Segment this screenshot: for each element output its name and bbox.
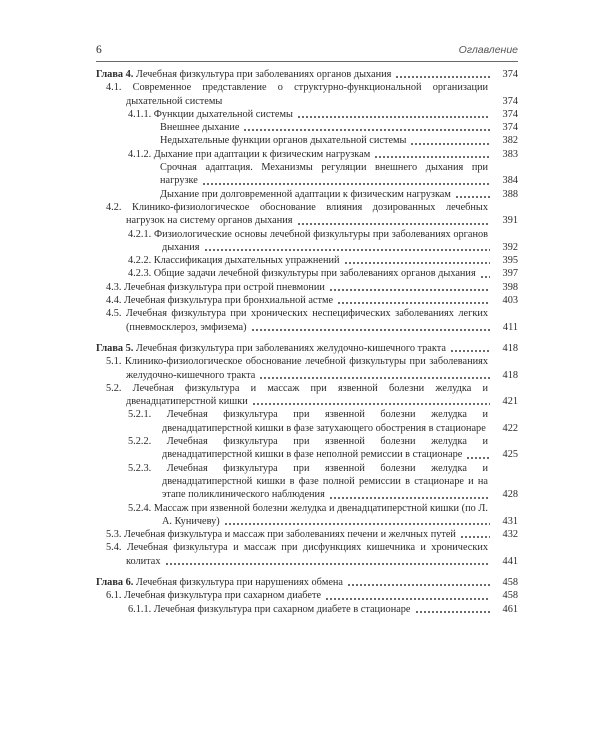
toc-entry	[96, 502, 518, 529]
chapter-label: Глава 6.	[96, 576, 134, 588]
entry-page-number: 374	[502, 95, 518, 107]
dot-leader	[243, 124, 490, 132]
entry-page-number: 458	[502, 576, 518, 588]
entry-title: Лечебная физкультура при заболеваниях желудочно-кишечного тракта	[135, 342, 446, 354]
entry-page-number: 383	[502, 148, 518, 160]
entry-title: 6.1. Лечебная физкультура при сахарном диабете	[106, 590, 322, 602]
entry-title: 5.2. Лечебная физкультура и массаж при язвенной болезни желудка и двенадцатиперстной кишки	[106, 382, 488, 408]
entry-title: Срочная адаптация. Механизмы регуляции внешнего дыхания при нагрузке	[160, 162, 488, 187]
toc-entry	[96, 108, 518, 121]
entry-page-number: 458	[502, 590, 518, 602]
dot-leader	[297, 111, 490, 119]
header-rule	[96, 61, 518, 62]
toc-entry	[96, 81, 518, 108]
entry-page-number: 398	[502, 281, 518, 293]
section-gap	[96, 334, 518, 342]
dot-leader	[337, 297, 490, 305]
entry-page-number: 421	[502, 396, 518, 408]
toc-entry	[96, 188, 518, 201]
toc-entry	[96, 408, 518, 435]
toc-entry	[96, 148, 518, 161]
chapter-label: Глава 5.	[96, 342, 134, 354]
entry-title: Дыхание при долговременной адаптации к физическим нагрузкам	[160, 188, 451, 200]
entry-title: 5.1. Клинико-физиологическое обоснование лечебной физкультуры при заболеваниях желудочно-кишечного тракта	[106, 356, 488, 381]
entry-title: 5.4. Лечебная физкультура и массаж при дисфункциях кишечника и хронических колитах	[106, 542, 488, 567]
entry-title: Недыхательные функции органов дыхательной системы	[160, 135, 407, 147]
entry-page-number: 431	[502, 515, 518, 527]
entry-page-number: 374	[502, 69, 518, 80]
entry-title: Лечебная физкультура при заболеваниях органов дыхания	[135, 69, 392, 80]
entry-title: Лечебная физкультура при нарушениях обмена	[135, 576, 343, 588]
toc-entry	[96, 603, 518, 616]
table-of-contents	[96, 68, 518, 616]
toc-entry	[96, 307, 518, 334]
toc-entry	[96, 462, 518, 502]
entry-title: 5.2.3. Лечебная физкультура при язвенной болезни желудка и двенадцатиперстной кишки в фазе полной ремиссии в стационаре и на этапе поликлинического наблюдения	[128, 462, 488, 501]
dot-leader	[410, 138, 490, 146]
entry-page-number: 397	[502, 268, 518, 280]
chapter-label: Глава 4.	[96, 69, 134, 80]
entry-page-number: 428	[502, 489, 518, 501]
dot-leader	[204, 244, 491, 252]
page-number: 6	[96, 44, 102, 56]
dot-leader	[415, 606, 490, 614]
entry-title: 4.1.1. Функции дыхательной системы	[128, 108, 293, 120]
toc-chapter-entry	[96, 342, 518, 355]
entry-title: 5.3. Лечебная физкультура и массаж при заболеваниях печени и желчных путей	[106, 529, 456, 541]
section-gap	[96, 568, 518, 576]
dot-leader	[297, 218, 491, 226]
toc-entry	[96, 382, 518, 409]
dot-leader	[259, 372, 490, 380]
toc-chapter-entry	[96, 576, 518, 589]
dot-leader	[480, 271, 490, 279]
entry-page-number: 418	[502, 369, 518, 381]
toc-entry	[96, 121, 518, 134]
entry-title: 4.5. Лечебная физкультура при хронических неспецифических заболеваниях легких (пневмосклероз, эмфизема)	[106, 308, 488, 333]
toc-entry	[96, 254, 518, 267]
toc-entry	[96, 267, 518, 280]
dot-leader	[395, 71, 490, 79]
dot-leader	[460, 531, 490, 539]
toc-entry	[96, 228, 518, 255]
entry-title: 4.1.2. Дыхание при адаптации к физическим нагрузкам	[128, 148, 371, 160]
entry-page-number: 432	[502, 529, 518, 541]
entry-page-number: 422	[502, 422, 518, 434]
entry-page-number: 461	[502, 603, 518, 615]
entry-page-number: 384	[502, 175, 518, 187]
dot-leader	[374, 151, 490, 159]
toc-entry	[96, 435, 518, 462]
dot-leader	[202, 178, 490, 186]
entry-title: 4.2.1. Физиологические основы лечебной физкультуры при заболеваниях органов дыхания	[128, 228, 488, 253]
entry-title: 5.2.1. Лечебная физкультура при язвенной болезни желудка и двенадцатиперстной кишки в фазе затухающего обострения в стационаре	[128, 409, 488, 434]
entry-title: Внешнее дыхание	[160, 122, 240, 134]
dot-leader	[329, 284, 490, 292]
entry-page-number: 391	[502, 215, 518, 227]
entry-page-number: 395	[502, 255, 518, 267]
entry-title: 4.2.3. Общие задачи лечебной физкультуры при заболеваниях органов дыхания	[128, 268, 476, 280]
entry-title: 4.2.2. Классификация дыхательных упражнений	[128, 255, 340, 267]
dot-leader	[329, 492, 490, 500]
toc-entry	[96, 355, 518, 382]
entry-page-number: 425	[502, 449, 518, 461]
entry-title: 4.3. Лечебная физкультура при острой пневмонии	[106, 281, 325, 293]
dot-leader	[347, 579, 490, 587]
entry-page-number: 388	[502, 188, 518, 200]
toc-entry	[96, 528, 518, 541]
entry-title: 5.2.2. Лечебная физкультура при язвенной болезни желудка и двенадцатиперстной кишки в фазе неполной ремиссии в стационаре	[128, 436, 488, 461]
entry-page-number: 374	[502, 108, 518, 120]
dot-leader	[455, 191, 490, 199]
toc-entry	[96, 541, 518, 568]
dot-leader	[165, 558, 491, 566]
toc-entry	[96, 201, 518, 228]
entry-page-number: 418	[502, 342, 518, 354]
entry-title: 4.4. Лечебная физкультура при бронхиальной астме	[106, 295, 334, 307]
dot-leader	[344, 257, 490, 265]
entry-page-number: 392	[502, 241, 518, 253]
dot-leader	[224, 518, 490, 526]
entry-title: 5.2.4. Массаж при язвенной болезни желудка и двенадцатиперстной кишки (по Л. А. Куничеву)	[128, 502, 488, 527]
toc-entry	[96, 294, 518, 307]
toc-entry	[96, 134, 518, 147]
entry-page-number: 441	[502, 555, 518, 567]
toc-chapter-entry	[96, 68, 518, 81]
toc-entry	[96, 161, 518, 188]
entry-page-number: 382	[502, 135, 518, 147]
toc-entry	[96, 589, 518, 602]
dot-leader	[251, 324, 490, 332]
page-header	[96, 44, 518, 60]
toc-entry	[96, 281, 518, 294]
entry-title: 6.1.1. Лечебная физкультура при сахарном диабете в стационаре	[128, 603, 411, 615]
entry-page-number: 411	[502, 321, 518, 333]
running-title: Оглавление	[458, 44, 518, 56]
dot-leader	[252, 398, 490, 406]
dot-leader	[466, 452, 490, 460]
entry-title: 4.1. Современное представление о структурно-функциональной организации дыхательной системы	[106, 82, 488, 107]
entry-page-number: 374	[502, 122, 518, 134]
dot-leader	[450, 345, 490, 353]
dot-leader	[325, 593, 490, 601]
entry-title: 4.2. Клинико-физиологическое обоснование влияния дозированных лечебных нагрузок на систему органов дыхания	[106, 201, 488, 227]
entry-page-number: 403	[502, 295, 518, 307]
